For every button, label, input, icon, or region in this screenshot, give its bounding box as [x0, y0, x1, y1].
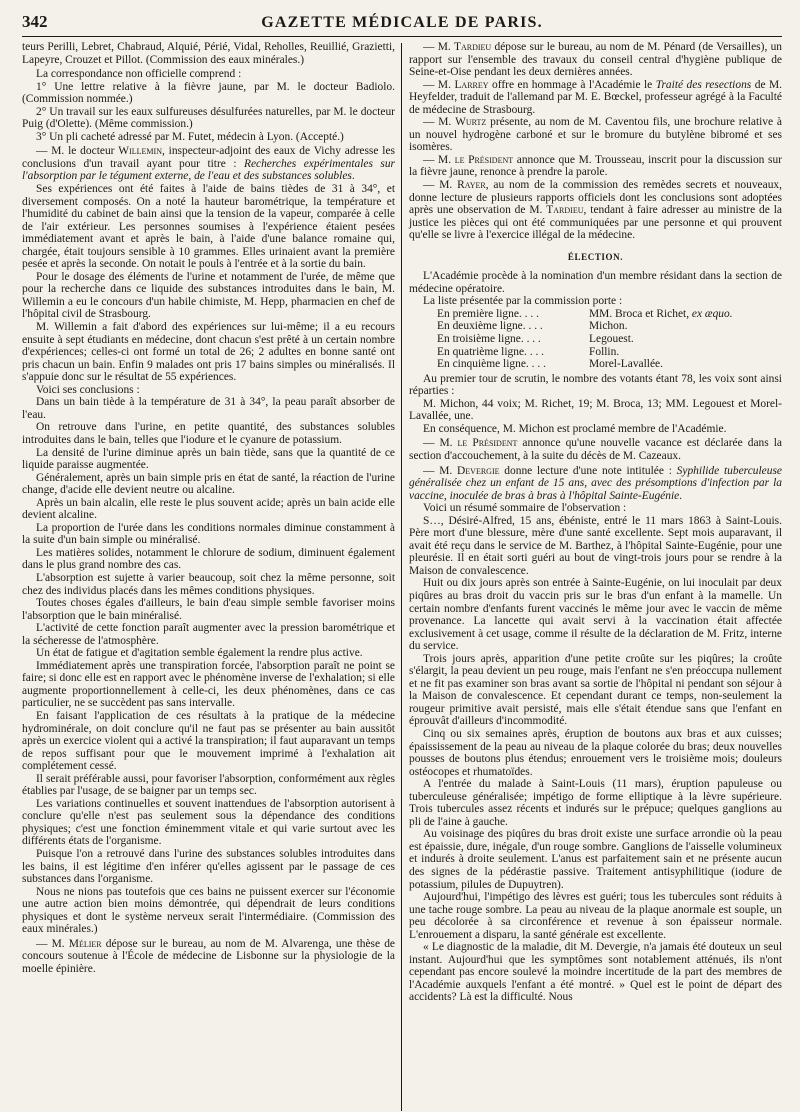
text-run: Généralement, après un bain simple pris en état de santé, la réaction de l'urine change, d'acide elle devient neutre ou alcaline. — [22, 471, 395, 497]
candidate-rank: En quatrième ligne. . . . — [437, 345, 545, 358]
paragraph — [409, 79, 782, 117]
text-run: dépose sur le bureau, au nom de M. Pénard (de Versailles), un rapport sur l'ensemble des travaux du conseil central d'hygiène publique de Seine-et-Oise pendant les deux dernières années. — [409, 41, 782, 79]
text-run: Larrey — [454, 78, 489, 91]
candidate-line — [409, 346, 782, 359]
text-run: Au voisinage des piqûres du bras droit existe une surface arrondie où la peau est épaissie, dure, inégale, d'un rouge sombre. Ganglions de l'aisselle volumineux et indurés à droite seulement. L'anus est parfaitement sain et ne présente aucun des signes de la pédérastie passive. Traitement antisyphilitique (iodure de potassium, pilules de Dupuytren). — [409, 828, 782, 891]
paragraph — [22, 396, 395, 421]
text-run: Il serait préférable aussi, pour favoriser l'absorption, conformément aux règles établies par l'usage, de se baigner par un temps sec. — [22, 772, 395, 798]
text-run: Legouest. — [589, 333, 634, 346]
paragraph — [22, 938, 395, 976]
text-run: — M. — [423, 41, 454, 53]
text-run: Recherches expérimentales sur l'absorption par le tégument externe, de l'eau et des substances solubles — [22, 157, 396, 183]
text-run: — M. — [423, 116, 456, 129]
paragraph — [22, 145, 395, 183]
paragraph — [22, 848, 395, 886]
paragraph — [409, 295, 782, 308]
text-run: Un état de fatigue et d'agitation semble également la rendre plus active. — [36, 647, 363, 660]
text-run: Les variations continuelles et souvent inattendues de l'absorption autorisent à conclure qu'elle n'est pas seulement sous la dépendance des conditions physiques; c'est une fonction éminemment vitale et qui varie surtout avec les différents états de l'organisme. — [22, 797, 395, 848]
text-run: A l'entrée du malade à Saint-Louis (11 mars), éruption papuleuse ou tuberculeuse généralisée; impétigo de forme elliptique à la lèvre supérieure. Trois tubercules assez récents et indurés sur le prépuce; quelques ganglions au pli de l'aine à gauche. — [409, 778, 782, 828]
paragraph — [409, 515, 782, 578]
text-run: — M. — [423, 153, 455, 166]
text-run: teurs Perilli, Lebret, Chabraud, Alquié, Périé, Vidal, Reholles, Reuillié, Grazietti, Lapeyre, Crouzet et Pillot. (Commission des eaux minérales.) — [22, 41, 395, 66]
paragraph — [409, 437, 782, 462]
text-run: En conséquence, M. Michon est proclamé membre de l'Académie. — [423, 422, 727, 435]
paragraph — [22, 622, 395, 647]
text-run: — M. — [423, 179, 458, 192]
text-run: donne lecture d'une note intitulée : — [499, 464, 677, 477]
section-heading: ÉLECTION. — [567, 251, 624, 262]
text-run: , au nom de la commission des remèdes secrets et nouveaux, donne lecture de plusieurs rapports officiels dont les conclusions sont adoptées après une observation de M. — [409, 179, 782, 217]
candidate-name — [589, 320, 782, 333]
paragraph — [22, 41, 395, 66]
text-run: L'absorption est sujette à varier beaucoup, soit chez la même personne, soit chez des individus placés dans les mêmes conditions physiques. — [22, 571, 395, 597]
paragraph — [409, 398, 782, 423]
paragraph — [22, 421, 395, 446]
text-run: Nous ne nions pas toutefois que ces bains ne puissent exercer sur l'économie une autre action bien moins démontrée, qui dépendrait de leurs conditions physiques et dont le système nerveux serait l'intermédiaire. (Commission des eaux minérales.) — [22, 885, 395, 936]
paragraph — [22, 271, 395, 321]
paragraph — [22, 81, 395, 106]
paragraph — [409, 465, 782, 503]
paragraph — [409, 778, 782, 828]
text-run: Voici ses conclusions : — [36, 383, 140, 396]
text-run: . — [351, 170, 355, 183]
text-run: Voici un résumé sommaire de l'observation : — [423, 502, 627, 515]
left-column — [22, 41, 401, 1111]
text-run: de M. Heyfelder, traduit de l'allemand par M. E. Bœckel, professeur agrégé à la Faculté de médecine de Strasbourg. — [409, 78, 782, 116]
text-run: Rayer — [457, 179, 486, 192]
text-run: Immédiatement après une transpiration forcée, l'absorption paraît ne point se faire; si donc elle est en rapport avec le phénomène inverse de l'exhalation; si elle augmente proportionnellement à celle-ci, les deux phénomènes, dans ce cas particulier, ne se succèdent pas sans intervalle. — [22, 659, 395, 710]
candidate-name — [589, 346, 782, 359]
text-run: Puisque l'on a retrouvé dans l'urine des substances solubles introduites dans les bains, il est légitime d'en inférer qu'elles agissent par le passage de ces substances dans l'organisme. — [22, 848, 395, 886]
candidate-line — [409, 333, 782, 346]
paragraph — [409, 891, 782, 941]
text-run: — M. — [36, 937, 69, 950]
text-run: Toutes choses égales d'ailleurs, le bain d'eau simple semble favoriser moins l'absorption que le bain minéralisé. — [22, 597, 395, 622]
paragraph — [409, 41, 782, 79]
text-run: L'Académie procède à la nomination d'un membre résidant dans la section de médecine opératoire. — [409, 270, 782, 295]
paragraph — [22, 886, 395, 936]
candidate-line — [409, 308, 782, 321]
text-run: Trois jours après, apparition d'une petite croûte sur les piqûres; la croûte s'élargit, la peau devient un peu rouge, mais l'enfant ne s'en préoccupa nullement et ne fit pas examiner son bras avant sa sortie de l'hôpital ni pendant son séjour à la Maison de convalescence. Et cependant durant ce temps, non-seulement la rougeur primitive avait persisté, mais elle s'était étendue sans que l'enfant en éprouvât d'ailleurs d'incommodité. — [409, 652, 782, 728]
text-run: Les matières solides, notamment le chlorure de sodium, diminuent également dans le plus grand nombre des cas. — [22, 546, 395, 572]
text-run: Devergie — [457, 464, 500, 477]
text-run: Tardieu — [546, 204, 584, 217]
text-run: 2° Un travail sur les eaux sulfureuses désulfurées naturelles, par M. le docteur Puig (d'Olette). (Même commission.) — [22, 105, 395, 131]
paragraph — [22, 131, 395, 144]
text-run: Aujourd'hui, l'impétigo des lèvres est guéri; tous les tubercules sont réduits à une tache rouge sombre. La peau au niveau de la plaque anormale est souple, un peu décolorée à sa circonférence et revenue à son épaisseur normale. L'enrouement a disparu, la santé générale est excellente. — [409, 891, 782, 941]
text-run: MM. Broca et Richet, — [589, 307, 692, 320]
text-run: ex æquo. — [691, 307, 733, 320]
paragraph — [409, 179, 782, 242]
candidate-rank: En deuxième ligne. . . . — [437, 320, 543, 333]
text-run: Après un bain alcalin, elle reste le plus souvent acide; après un bain acide elle devient alcaline. — [22, 496, 395, 522]
text-run: On retrouve dans l'urine, en petite quantité, des substances solubles introduites dans le bain, telles que l'iodure et le cyanure de potassium. — [22, 421, 395, 446]
candidate-name — [589, 358, 782, 371]
text-run: En faisant l'application de ces résultats à la pratique de la médecine hydrominérale, on doit conclure qu'il ne faut pas se présenter au bain aussitôt après un exercice violent qui a activé la transpiration; il faut auparavant un temps de repos suffisant pour que le mouvement imprimé à l'exhalation ait complétement cessé. — [22, 709, 395, 773]
paragraph — [409, 941, 782, 1004]
paragraph — [22, 647, 395, 660]
candidate-name — [589, 333, 782, 346]
text-run: — M. — [423, 78, 455, 91]
candidate-rank: En cinquième ligne. . . . — [437, 358, 546, 371]
text-run: Michon. — [589, 320, 628, 333]
paragraph — [22, 773, 395, 798]
paragraph — [22, 798, 395, 848]
text-run: Huit ou dix jours après son entrée à Sainte-Eugénie, on lui inoculait par deux piqûres au bras droit du vaccin pris sur le bras d'un enfant à la mamelle. Un certain nombre d'enfants furent vaccinés le même jour avec le vaccin de même provenance. La lancette qui avait servi à la vaccination était affectée exclusivement à cet usage, comme il résulte de la déclaration de M. Fritz, interne du service. — [409, 577, 782, 653]
text-run: Morel-Lavallée. — [589, 358, 663, 371]
paragraph — [22, 68, 395, 81]
text-run: — M. — [423, 464, 458, 477]
paragraph — [22, 572, 395, 597]
page-header — [22, 12, 782, 37]
text-run: Cinq ou six semaines après, éruption de boutons aux bras et aux cuisses; épaississement de la peau au niveau de la plaque colorée du bras; deux nouvelles pousses de boutons plus étendus; enrouement vers le troisième mois; douleurs ostéocopes et rhumatoïdes. — [409, 727, 782, 778]
paragraph — [409, 270, 782, 295]
text-run: Follin. — [589, 345, 620, 358]
paragraph — [409, 653, 782, 728]
candidate-name — [589, 308, 782, 321]
text-run: La densité de l'urine diminue après un bain tiède, sans que la quantité de ce liquide paraisse augmentée. — [22, 446, 395, 472]
text-run: « Le diagnostic de la maladie, dit M. Devergie, n'a jamais été douteux un seul instant. Aujourd'hui que les symptômes sont notablement atténués, ils n'ont cependant pas encore soulevé la moindre incertitude de la part des membres de l'Académie auxquels l'enfant a été montré. » Quel est le point de départ des accidents? Là est la difficulté. Nous — [409, 941, 782, 1004]
text-run: . — [679, 489, 683, 502]
text-run: La correspondance non officielle comprend : — [36, 68, 242, 81]
paragraph — [22, 447, 395, 472]
paragraph — [22, 710, 395, 773]
paragraph — [409, 373, 782, 398]
paragraph — [22, 522, 395, 547]
text-run: , inspecteur-adjoint des eaux de Vichy adresse les conclusions d'un travail ayant pour titre : — [22, 145, 395, 170]
text-run: annonce que M. Trousseau, inscrit pour la discussion sur la fièvre jaune, renonce à prendre la parole. — [409, 153, 782, 179]
paragraph — [22, 106, 395, 131]
paragraph — [22, 321, 395, 384]
paragraph — [409, 154, 782, 179]
text-run: L'activité de cette fonction paraît augmenter avec la pression barométrique et la sécheresse de l'atmosphère. — [22, 622, 395, 647]
paragraph — [22, 660, 395, 710]
text-run: annonce qu'une nouvelle vacance est déclarée dans la section d'accouchement, à la suite du décès de M. Cazeaux. — [409, 437, 782, 462]
text-run: S…, Désiré-Alfred, 15 ans, ébéniste, entré le 11 mars 1863 à Saint-Louis. Père mort d'une blessure, mère d'une santé excellente. Sept mois auparavant, il avait été reçu dans le service de M. Barthez, à l'hôpital Sainte-Eugénie, pour une pleurésie. Il en était sorti guéri au bout de vingt-trois jours pour se rendre à la Maison de convalescence. — [409, 514, 782, 577]
text-run: Syphilide tuberculeuse généralisée chez un enfant de 15 ans, avec des présomptions d'infection par la vaccine, inoculée de bras à bras à l'hôpital Sainte-Eugénie — [409, 464, 782, 502]
text-run: présente, au nom de M. Caventou fils, une brochure relative à un nouvel hydrogène carboné et sur le bromure du butylène bibromé et ses isomères. — [409, 116, 782, 154]
text-run: offre en hommage à l'Académie le — [488, 78, 656, 91]
paragraph — [22, 547, 395, 572]
text-run: Wurtz — [455, 116, 487, 129]
candidate-line — [409, 358, 782, 371]
text-run: La liste présentée par la commission porte : — [423, 295, 623, 308]
candidate-rank: En première ligne. . . . — [437, 307, 539, 320]
candidate-line — [409, 320, 782, 333]
paragraph — [22, 472, 395, 497]
text-run: M. Michon, 44 voix; M. Richet, 19; M. Broca, 13; MM. Legouest et Morel-Lavallée, une. — [409, 397, 782, 423]
paragraph — [22, 384, 395, 397]
text-run: M. Willemin a fait d'abord des expériences sur lui-même; il a eu recours ensuite à sept étudiants en médecine, dont chacun s'est prêté à un certain nombre d'expériences; celles-ci ont formé un total de 26; 2 adultes en bonne santé ont pris chacun un bain. Enfin 9 malades ont pris 17 bains simples ou minéralisés. Il s'appuie donc sur le résultat de 55 expériences. — [22, 321, 395, 384]
paragraph — [409, 828, 782, 891]
text-run: Tardieu — [454, 41, 492, 53]
right-column — [402, 41, 782, 1111]
paragraph — [22, 497, 395, 522]
text-run: — M. — [423, 437, 458, 450]
text-run: — M. le docteur — [36, 145, 119, 158]
paragraph — [409, 577, 782, 652]
paragraph — [409, 116, 782, 154]
text-run: , tendant à faire adresser au ministre de la justice les pièces qui ont été communiquées par une personne et qui prouvent qu'elle se livre à l'exercice illégal de la médecine. — [409, 204, 782, 242]
page-number: 342 — [22, 12, 48, 31]
text-run: le Président — [454, 153, 514, 166]
paragraph — [409, 728, 782, 778]
paragraph — [409, 423, 782, 436]
text-run: Willemin — [118, 145, 162, 158]
candidate-rank: En troisième ligne. . . . — [437, 333, 541, 346]
text-run: le Président — [457, 437, 518, 450]
journal-title: GAZETTE MÉDICALE DE PARIS. — [261, 14, 543, 31]
text-run: Ses expériences ont été faites à l'aide de bains tièdes de 31 à 34°, et diversement composés. On a noté la hauteur barométrique, la température et l'humidité du cabinet de bain ainsi que la tension de la vapeur, comparée à celle de l'air extérieur. Les personnes soumises à l'expérience étaient pesées immédiatement avant et après le bain, à l'aide d'une balance romaine qui, chargée, était toujours sensible à 10 grammes. Elles urinaient avant la première pesée et après la seconde. On notait le pouls à l'entrée et à la sortie du bain. — [22, 183, 395, 271]
text-run: La proportion de l'urée dans les conditions normales diminue constamment à la suite d'un bain simple ou minéralisé. — [22, 521, 395, 547]
text-run: dépose sur le bureau, au nom de M. Alvarenga, une thèse de concours soutenue à l'École de médecine de Lisbonne sur la physiologie de la moelle épinière. — [22, 937, 396, 975]
paragraph — [22, 183, 395, 271]
text-run: 1° Une lettre relative à la fièvre jaune, par M. le docteur Badiolo. (Commission nommée.) — [22, 80, 395, 106]
text-run: Mélier — [68, 937, 102, 950]
text-columns — [22, 41, 782, 1111]
text-run: 3° Un pli cacheté adressé par M. Futet, médecin à Lyon. (Accepté.) — [36, 130, 344, 143]
text-run: Au premier tour de scrutin, le nombre des votants étant 78, les voix sont ainsi réparties : — [409, 372, 782, 398]
text-run: Traité des resections — [655, 78, 752, 91]
text-run: Pour le dosage des éléments de l'urine et notamment de l'urée, de même que pour la recherche dans ce liquide des substances introduites dans le bain, M. Willemin a eu le concours d'un habile chimiste, M. Hepp, pharmacien en chef de l'hôpital civil de Strasbourg. — [22, 270, 395, 321]
paragraph — [22, 597, 395, 622]
paragraph — [409, 502, 782, 515]
text-run: Dans un bain tiède à la température de 31 à 34°, la peau paraît absorber de l'eau. — [22, 396, 395, 421]
